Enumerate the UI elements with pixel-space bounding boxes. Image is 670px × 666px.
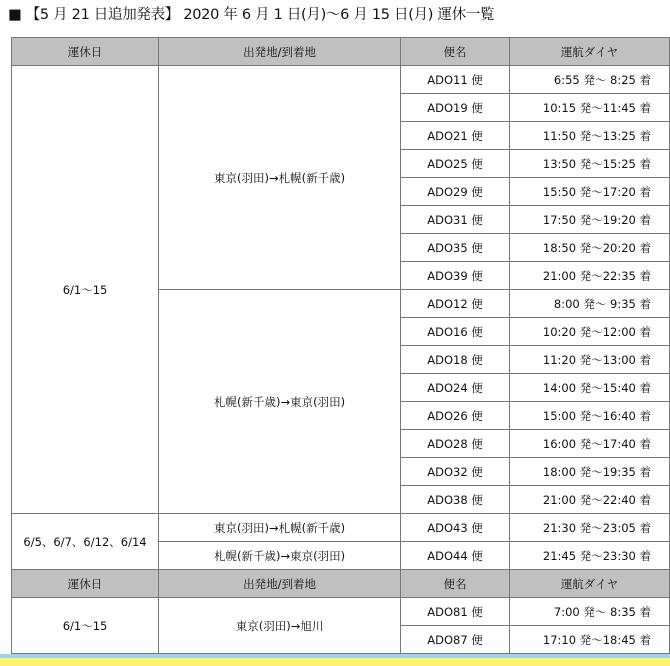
flight-number: ADO26 便 [401,402,510,430]
table-row [12,598,670,626]
schedule: 7:00 発〜 8:35 着 [509,598,669,626]
column-header: 運航ダイヤ [509,570,669,598]
schedule: 10:15 発〜11:45 着 [509,94,669,122]
schedule: 10:20 発〜12:00 着 [509,318,669,346]
suspension-date: 6/1〜15 [12,598,159,654]
schedule: 21:30 発〜23:05 着 [509,514,669,542]
flight-number: ADO87 便 [401,626,510,654]
schedule: 21:00 発〜22:35 着 [509,262,669,290]
flight-number: ADO31 便 [401,206,510,234]
schedule: 13:50 発〜15:25 着 [509,150,669,178]
flight-number: ADO16 便 [401,318,510,346]
flight-number: ADO18 便 [401,346,510,374]
schedule: 17:10 発〜18:45 着 [509,626,669,654]
schedule: 15:50 発〜17:20 着 [509,178,669,206]
schedule: 6:55 発〜 8:25 着 [509,66,669,94]
schedule: 11:20 発〜13:00 着 [509,346,669,374]
flight-number: ADO28 便 [401,430,510,458]
schedule: 16:00 発〜17:40 着 [509,430,669,458]
flight-number: ADO38 便 [401,486,510,514]
schedule: 18:00 発〜19:35 着 [509,458,669,486]
flight-number: ADO29 便 [401,178,510,206]
flight-number: ADO44 便 [401,542,510,570]
page-title: ■ 【5 月 21 日追加発表】 2020 年 6 月 1 日(月)〜6 月 15 日(月) 運休一覧 [8,7,495,23]
schedule: 21:00 発〜22:40 着 [509,486,669,514]
flight-number: ADO21 便 [401,122,510,150]
schedule: 8:00 発〜 9:35 着 [509,290,669,318]
column-header: 便名 [401,38,510,66]
route: 東京(羽田)→札幌(新千歳) [159,514,401,542]
column-header: 出発地/到着地 [159,38,401,66]
schedule: 17:50 発〜19:20 着 [509,206,669,234]
column-header: 運休日 [12,570,159,598]
schedule: 11:50 発〜13:25 着 [509,122,669,150]
flight-number: ADO11 便 [401,66,510,94]
flight-number: ADO12 便 [401,290,510,318]
header-row [12,570,670,598]
table-row [12,514,670,542]
route: 札幌(新千歳)→東京(羽田) [159,290,401,514]
schedule: 14:00 発〜15:40 着 [509,374,669,402]
flight-number: ADO32 便 [401,458,510,486]
flight-number: ADO39 便 [401,262,510,290]
flight-number: ADO43 便 [401,514,510,542]
flight-number: ADO19 便 [401,94,510,122]
column-header: 運航ダイヤ [509,38,669,66]
route: 札幌(新千歳)→東京(羽田) [159,542,401,570]
suspension-date: 6/5、6/7、6/12、6/14 [12,514,159,570]
schedule: 21:45 発〜23:30 着 [509,542,669,570]
suspension-date: 6/1〜15 [12,66,159,514]
schedule: 18:50 発〜20:20 着 [509,234,669,262]
column-header: 運休日 [12,38,159,66]
schedule: 15:00 発〜16:40 着 [509,402,669,430]
column-header: 出発地/到着地 [159,570,401,598]
route: 東京(羽田)→札幌(新千歳) [159,66,401,290]
route: 東京(羽田)→旭川 [159,598,401,654]
flight-number: ADO35 便 [401,234,510,262]
column-header: 便名 [401,570,510,598]
suspension-table [11,37,670,654]
flight-number: ADO24 便 [401,374,510,402]
table-row [12,66,670,94]
header-row [12,38,670,66]
flight-number: ADO81 便 [401,598,510,626]
flight-number: ADO25 便 [401,150,510,178]
divider-yellow [0,658,670,666]
